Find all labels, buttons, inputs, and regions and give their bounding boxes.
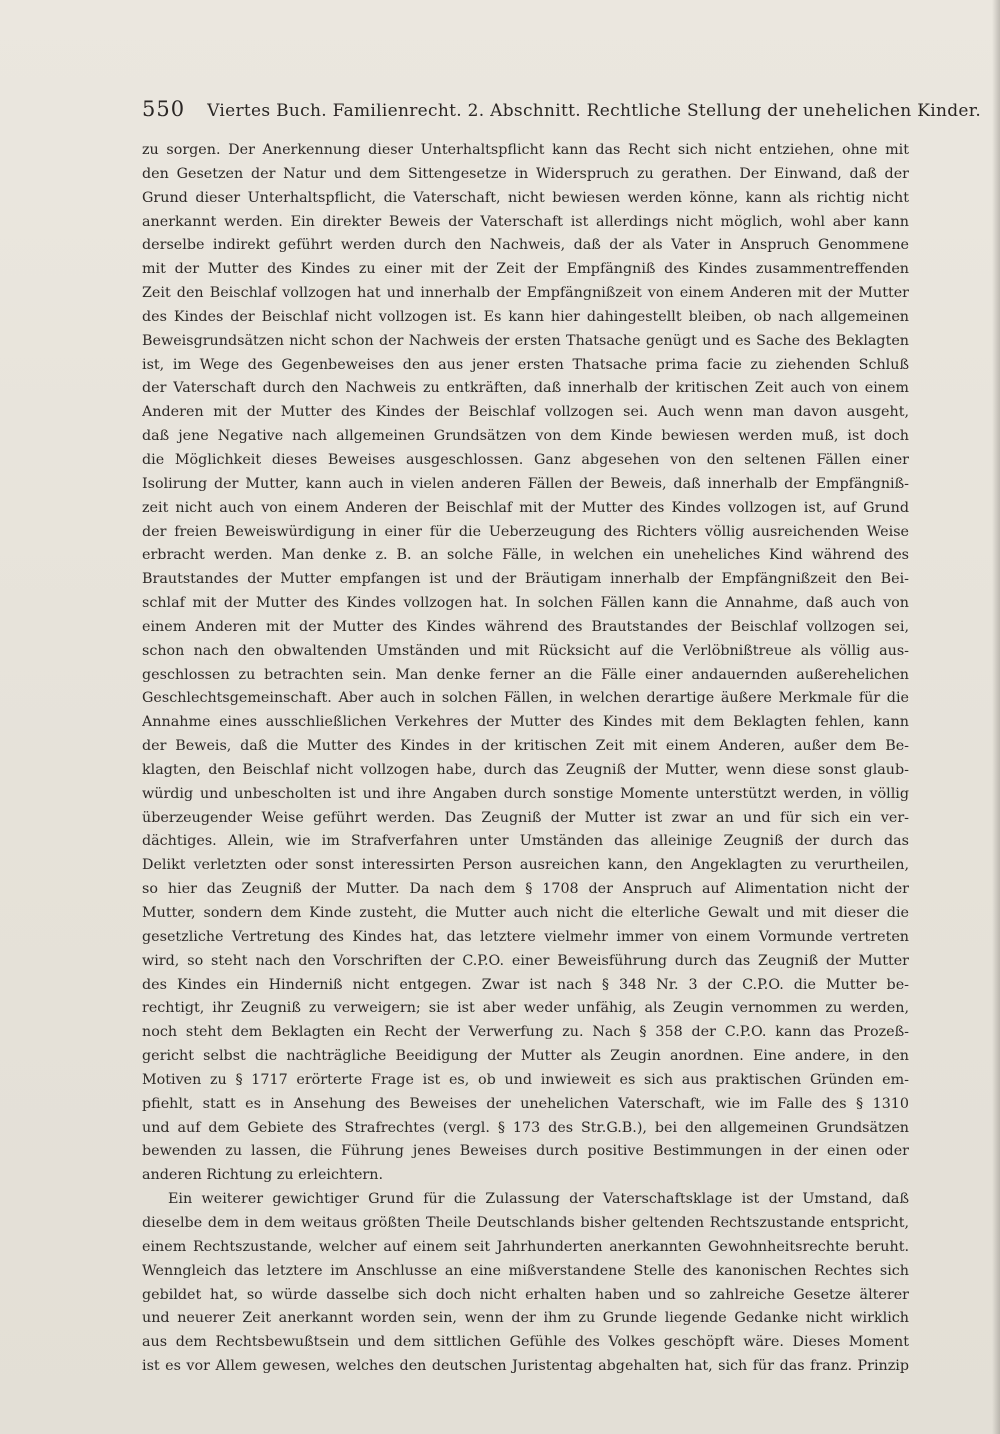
body-text	[142, 139, 909, 1379]
running-head: Viertes Buch. Familienrecht. 2. Abschnitt. Rechtliche Stellung der unehelichen Kinder.	[207, 101, 982, 121]
text-line: anerkannt werden. Ein direkter Beweis der Vaterschaft ist allerdings nicht möglich, wohl aber kann	[142, 213, 909, 230]
text-line: aus dem Rechtsbewußtsein und dem sittlichen Gefühle des Volkes geschöpft wäre. Dieses Moment	[142, 1334, 909, 1351]
text-line: zeit nicht auch von einem Anderen der Beischlaf mit der Mutter des Kindes vollzogen ist, auf Grund	[142, 499, 909, 516]
page-header	[142, 97, 982, 121]
text-line: so hier das Zeugniß der Mutter. Da nach dem § 1708 der Anspruch auf Alimentation nicht der	[142, 881, 909, 898]
paragraph-1	[142, 139, 909, 1188]
text-line: gebildet hat, so würde dasselbe sich doch nicht erhalten haben und so zahlreiche Gesetze älterer	[142, 1286, 909, 1303]
text-line: erbracht werden. Man denke z. B. an solche Fälle, in welchen ein uneheliches Kind während des	[142, 547, 909, 564]
text-line: schon nach den obwaltenden Umständen und mit Rücksicht auf die Verlöbnißtreue als völlig aus-	[142, 642, 909, 659]
text-line: den Gesetzen der Natur und dem Sittengesetze in Widerspruch zu gerathen. Der Einwand, daß der	[142, 165, 909, 182]
page-edge-shadow	[992, 0, 1000, 1434]
text-line: des Kindes der Beischlaf nicht vollzogen ist. Es kann hier dahingestellt bleiben, ob nach allgemeinen	[142, 308, 909, 325]
text-line: Geschlechtsgemeinschaft. Aber auch in solchen Fällen, in welchen derartige äußere Merkmale für die	[142, 690, 909, 707]
text-line: rechtigt, ihr Zeugniß zu verweigern; sie ist aber weder unfähig, als Zeugin vernommen zu werden,	[142, 1000, 909, 1017]
text-line: zu sorgen. Der Anerkennung dieser Unterhaltspflicht kann das Recht sich nicht entziehen, ohne mit	[142, 142, 909, 158]
text-line: und neuerer Zeit anerkannt worden sein, wenn der ihm zu Grunde liegende Gedanke nicht wirklich	[142, 1310, 909, 1327]
text-line: mit der Mutter des Kindes zu einer mit der Zeit der Empfängniß des Kindes zusammentreffenden	[142, 261, 909, 278]
text-line: schlaf mit der Mutter des Kindes vollzogen hat. In solchen Fällen kann die Annahme, daß auch von	[142, 595, 909, 612]
page-number: 550	[142, 97, 186, 121]
text-line: Wenngleich das letztere im Anschlusse an eine mißverstandene Stelle des kanonischen Rechtes sich	[142, 1262, 909, 1279]
text-line: Delikt verletzten oder sonst interessirten Person ausreichen kann, den Angeklagten zu verurtheilen,	[142, 857, 909, 874]
text-line: anderen Richtung zu erleichtern.	[142, 1167, 383, 1184]
text-line: und auf dem Gebiete des Strafrechtes (vergl. § 173 des Str.G.B.), bei den allgemeinen Grundsätzen	[142, 1119, 909, 1136]
text-line: daß jene Negative nach allgemeinen Grundsätzen von dem Kinde bewiesen werden muß, ist doch	[142, 428, 909, 445]
text-line: würdig und unbescholten ist und ihre Angaben durch sonstige Momente unterstützt werden, in völlig	[142, 785, 909, 802]
text-line: Grund dieser Unterhaltspflicht, die Vaterschaft, nicht bewiesen werden könne, kann als richtig nicht	[142, 189, 909, 206]
text-line: Annahme eines ausschließlichen Verkehres der Mutter des Kindes mit dem Beklagten fehlen, kann	[142, 714, 909, 731]
text-line: ist, im Wege des Gegenbeweises den aus jener ersten Thatsache prima facie zu ziehenden Schluß	[142, 356, 909, 373]
text-line: wird, so steht nach den Vorschriften der C.P.O. einer Beweisführung durch das Zeugniß der Mutter	[142, 952, 909, 969]
text-line: des Kindes ein Hinderniß nicht entgegen. Zwar ist nach § 348 Nr. 3 der C.P.O. die Mutter be-	[142, 976, 909, 993]
text-line: Brautstandes der Mutter empfangen ist und der Bräutigam innerhalb der Empfängnißzeit den Bei-	[142, 571, 909, 588]
text-line: dieselbe dem in dem weitaus größten Theile Deutschlands bisher geltenden Rechtszustande entspricht,	[142, 1214, 909, 1231]
text-line: bewenden zu lassen, die Führung jenes Beweises durch positive Bestimmungen in der einen oder	[142, 1143, 909, 1160]
text-line: Anderen mit der Mutter des Kindes der Beischlaf vollzogen sei. Auch wenn man davon ausgeht,	[142, 404, 909, 421]
text-line: der Beweis, daß die Mutter des Kindes in der kritischen Zeit mit einem Anderen, außer dem Be-	[142, 738, 909, 755]
text-line: ist es vor Allem gewesen, welches den deutschen Juristentag abgehalten hat, sich für das franz. Prinzip	[142, 1358, 909, 1375]
text-line: Isolirung der Mutter, kann auch in vielen anderen Fällen der Beweis, daß innerhalb der Empfängniß-	[142, 475, 909, 492]
text-line: klagten, den Beischlaf nicht vollzogen habe, durch das Zeugniß der Mutter, wenn diese sonst glaub-	[142, 761, 909, 778]
text-line: noch steht dem Beklagten ein Recht der Verwerfung zu. Nach § 358 der C.P.O. kann das Prozeß-	[142, 1024, 909, 1041]
text-line: derselbe indirekt geführt werden durch den Nachweis, daß der als Vater in Anspruch Genommene	[142, 237, 909, 254]
text-line: der Vaterschaft durch den Nachweis zu entkräften, daß innerhalb der kritischen Zeit auch von einem	[142, 380, 909, 397]
text-line: Beweisgrundsätzen nicht schon der Nachweis der ersten Thatsache genügt und es Sache des Beklagten	[142, 332, 909, 349]
text-line: einem Rechtszustande, welcher auf einem seit Jahrhunderten anerkannten Gewohnheitsrechte beruht.	[142, 1238, 909, 1255]
text-line: Mutter, sondern dem Kinde zusteht, die Mutter auch nicht die elterliche Gewalt und mit dieser die	[142, 905, 909, 921]
text-line: die Möglichkeit dieses Beweises ausgeschlossen. Ganz abgesehen von den seltenen Fällen einer	[142, 451, 909, 468]
text-line: Motiven zu § 1717 erörterte Frage ist es, ob und inwieweit es sich aus praktischen Gründen em-	[142, 1071, 909, 1088]
text-line: geschlossen zu betrachten sein. Man denke ferner an die Fälle einer andauernden außerehelichen	[142, 666, 909, 683]
text-line: gesetzliche Vertretung des Kindes hat, das letztere vielmehr immer von einem Vormunde vertreten	[142, 928, 909, 945]
paragraph-2	[142, 1188, 909, 1379]
text-line: überzeugender Weise geführt werden. Das Zeugniß der Mutter ist zwar an und für sich ein ver-	[142, 809, 909, 826]
text-line: pfiehlt, statt es in Ansehung des Beweises der unehelichen Vaterschaft, wie im Falle des § 1310	[142, 1095, 909, 1112]
text-line: dächtiges. Allein, wie im Strafverfahren unter Umständen das alleinige Zeugniß der durch das	[142, 833, 909, 850]
text-line: Zeit den Beischlaf vollzogen hat und innerhalb der Empfängnißzeit von einem Anderen mit der Mutter	[142, 285, 909, 302]
text-line: gericht selbst die nachträgliche Beeidigung der Mutter als Zeugin anordnen. Eine andere, in den	[142, 1048, 909, 1065]
text-line: einem Anderen mit der Mutter des Kindes während des Brautstandes der Beischlaf vollzogen sei,	[142, 618, 909, 635]
text-line: der freien Beweiswürdigung in einer für die Ueberzeugung des Richters völlig ausreichenden Weise	[142, 523, 909, 540]
text-line: Ein weiterer gewichtiger Grund für die Zulassung der Vaterschaftsklage ist der Umstand, daß	[168, 1191, 909, 1208]
